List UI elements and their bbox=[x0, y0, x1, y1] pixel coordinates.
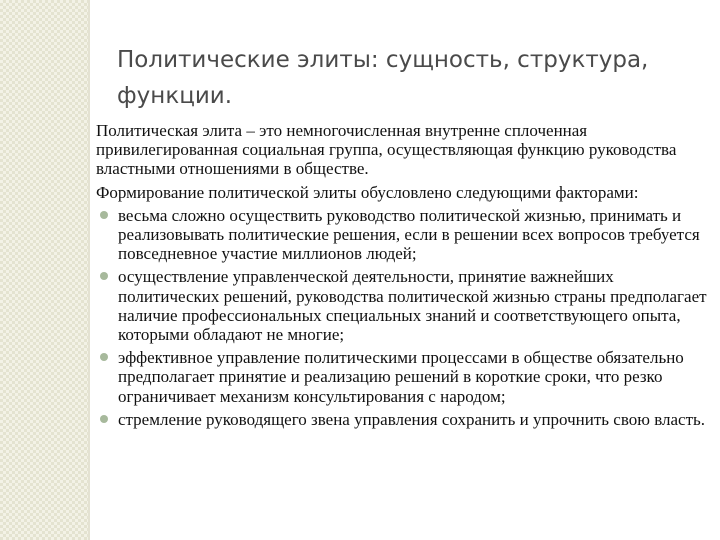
slide-body bbox=[96, 121, 708, 433]
factors-list bbox=[96, 206, 708, 429]
factors-intro-paragraph: Формирование политической элиты обусловлено следующими факторами: bbox=[96, 182, 639, 202]
list-item-text: эффективное управление политическими процессами в обществе обязательно предполагает принятие и реализацию решений в короткие сроки, что резко ограничивает механизм консультирования с народом; bbox=[118, 348, 684, 406]
slide-title: Политические элиты: сущность, структура, функции. bbox=[117, 47, 649, 109]
bullet-dot-icon bbox=[100, 415, 108, 423]
list-item-text: осуществление управленческой деятельности, принятие важнейших политических решений, руководства политической жизнью страны предполагает наличие профессиональных специальных знаний и соответствующего опыта, которыми обладают не многие; bbox=[118, 267, 707, 345]
list-item bbox=[96, 410, 708, 429]
list-item bbox=[96, 348, 708, 406]
bullet-dot-icon bbox=[100, 353, 108, 361]
definition-paragraph: Политическая элита – это немногочисленная внутренне сплоченная привилегированная социальная группа, осуществляющая функцию руководства властными отношениями в обществе. bbox=[96, 121, 677, 179]
list-item-text: весьма сложно осуществить руководство политической жизнью, принимать и реализовывать политические решения, если в решении всех вопросов требуется повседневное участие миллионов людей; bbox=[118, 205, 700, 264]
list-item bbox=[96, 206, 708, 264]
list-item-text: стремление руководящего звена управления сохранить и упрочнить свою власть. bbox=[118, 409, 706, 429]
bullet-dot-icon bbox=[100, 211, 108, 219]
sidebar-divider bbox=[88, 0, 90, 540]
list-item bbox=[96, 267, 708, 344]
decorative-sidebar bbox=[0, 0, 88, 540]
bullet-dot-icon bbox=[100, 272, 108, 280]
